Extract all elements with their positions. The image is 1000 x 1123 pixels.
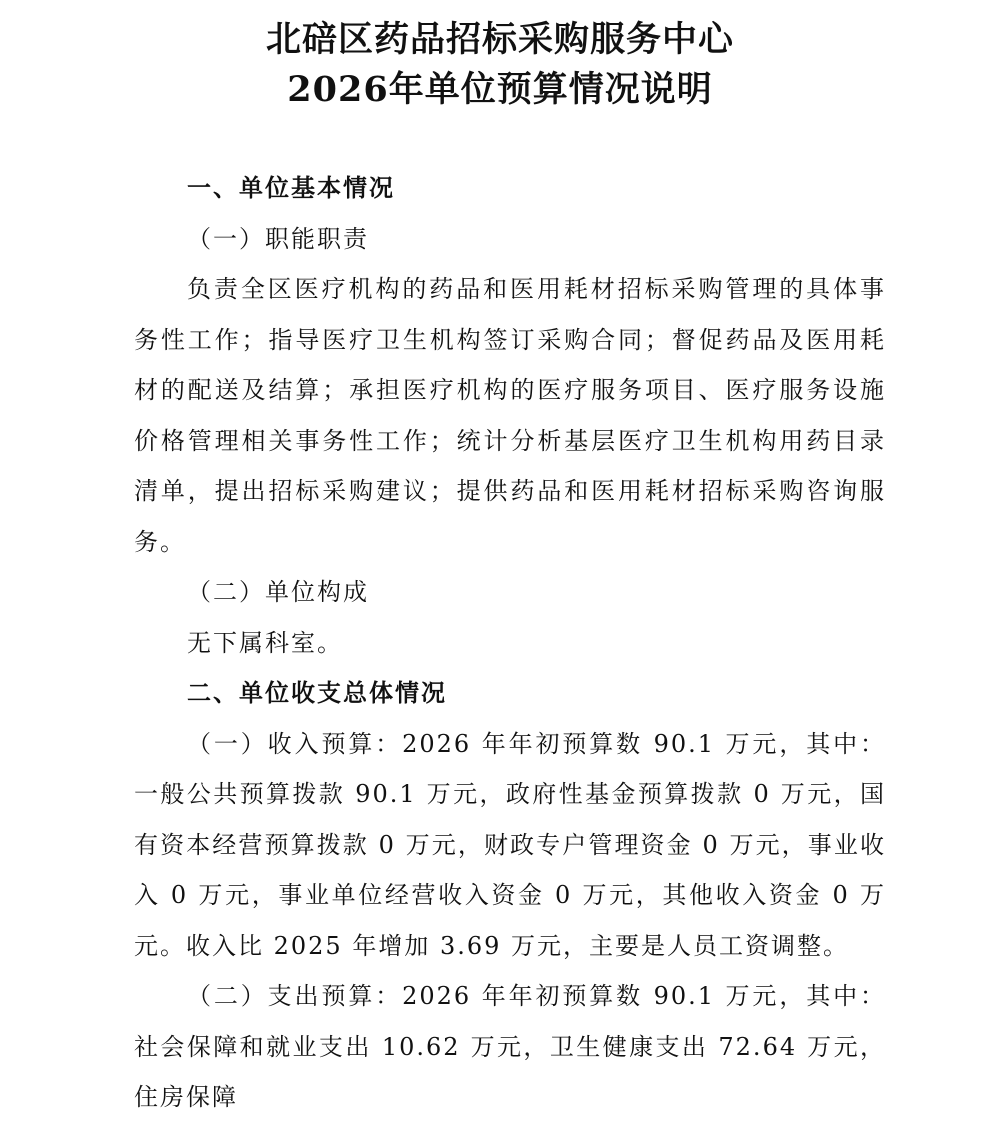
expense-text: 2026 年年初预算数 90.1 万元，其中：社会保障和就业支出 10.62 万元，卫生健康支出 72.64 万元，住房保障 — [134, 982, 886, 1111]
duties-paragraph: 负责全区医疗机构的药品和医用耗材招标采购管理的具体事务性工作；指导医疗卫生机构签订采购合同；督促药品及医用耗材的配送及结算；承担医疗机构的医疗服务项目、医疗服务设施价格管理相关事务性工作；统计分析基层医疗卫生机构用药目录清单，提出招标采购建议；提供药品和医用耗材招标采购咨询服务。 — [134, 275, 886, 556]
document-body — [134, 163, 886, 1123]
document-title-line1: 北碚区药品招标采购服务中心 — [265, 19, 734, 60]
income-label: （一）收入预算： — [187, 729, 403, 758]
section1-sub2-heading: （二）单位构成 — [187, 578, 369, 606]
section2-heading: 二、单位收支总体情况 — [187, 678, 447, 707]
composition-paragraph: 无下属科室。 — [187, 628, 343, 657]
income-text: 2026 年年初预算数 90.1 万元，其中：一般公共预算拨款 90.1 万元，政府性基金预算拨款 0 万元，国有资本经营预算拨款 0 万元，财政专户管理资金 0 万元，事业收入 0 万元，事业单位经营收入资金 0 万元，其他收入资金 0 万元。收入比 2025 年增加 3.69 万元，主要是人员工资调整。 — [134, 729, 886, 960]
document-title-line2: 2026年单位预算情况说明 — [287, 69, 713, 110]
expense-paragraph — [134, 971, 886, 1123]
section1-sub1-heading: （一）职能职责 — [187, 224, 369, 253]
section1-heading: 一、单位基本情况 — [187, 173, 395, 202]
income-paragraph — [134, 719, 886, 972]
expense-label: （二）支出预算： — [187, 982, 403, 1010]
